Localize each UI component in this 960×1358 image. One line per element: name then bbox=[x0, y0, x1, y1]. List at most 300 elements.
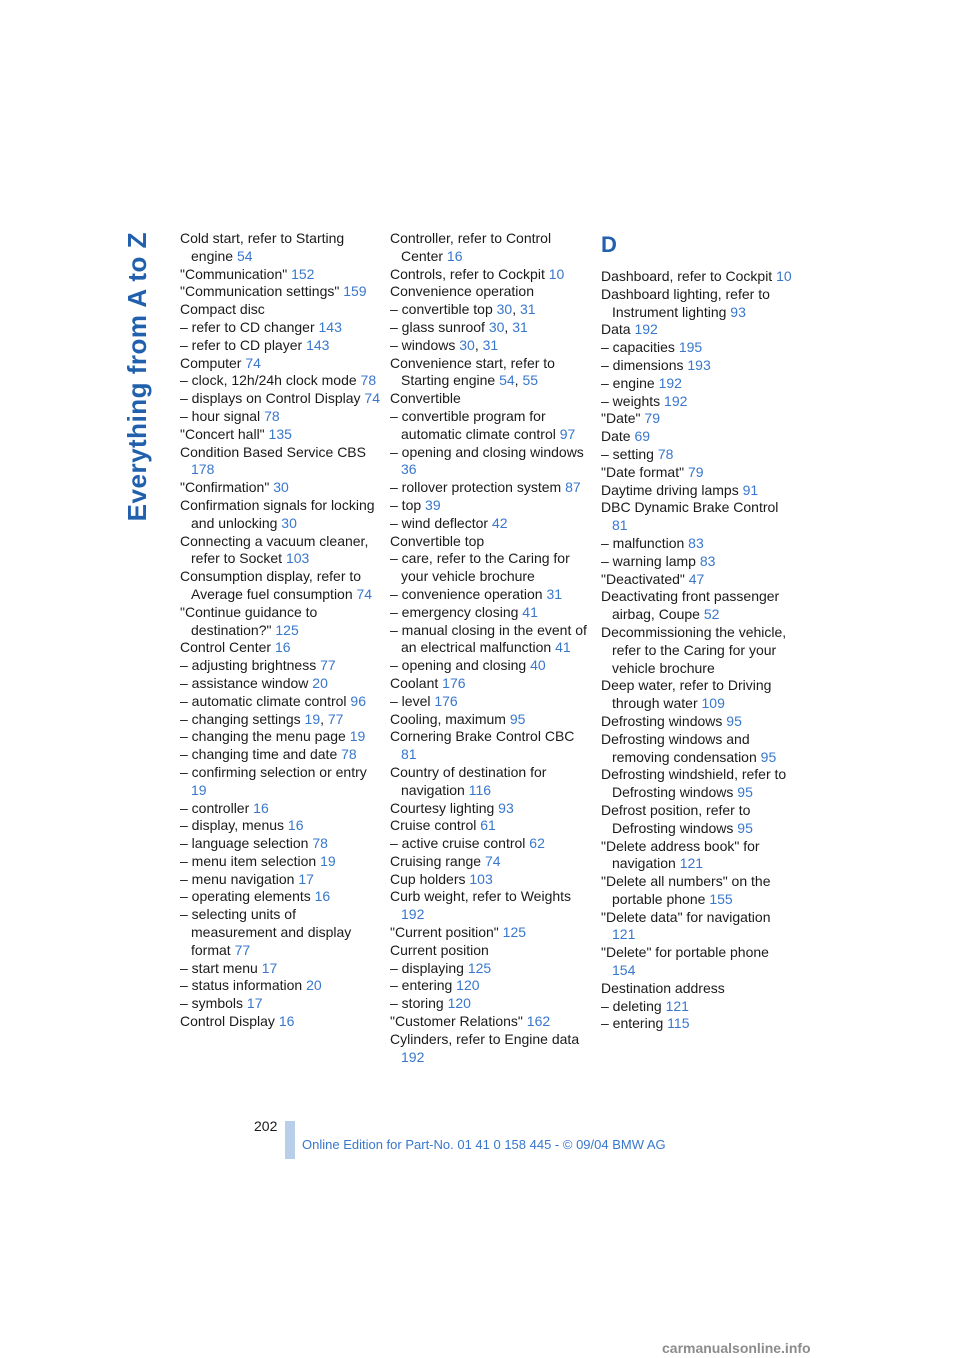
index-entry bbox=[601, 482, 793, 500]
index-entry bbox=[601, 713, 793, 731]
page-reference-link[interactable]: 83 bbox=[699, 552, 716, 569]
index-entry-text: "Deactivated" bbox=[601, 570, 689, 587]
index-entry-text: – malfunction bbox=[601, 534, 689, 551]
page-reference-link[interactable]: 17 bbox=[298, 870, 314, 887]
index-entry-text: – weights bbox=[601, 392, 665, 409]
index-entry bbox=[390, 800, 590, 818]
index-entry bbox=[390, 835, 590, 853]
index-entry-text: – changing settings bbox=[180, 710, 305, 727]
index-entry bbox=[180, 693, 380, 711]
page-reference-link[interactable]: 192 bbox=[634, 321, 658, 338]
index-entry bbox=[390, 533, 590, 551]
index-entry-text: Curb weight, refer to Weights bbox=[390, 888, 572, 905]
index-entry-text: Dashboard lighting, refer to Instrument lighting bbox=[601, 285, 770, 320]
index-entry bbox=[180, 871, 380, 889]
page-reference-link[interactable]: 83 bbox=[688, 534, 704, 551]
page-reference-link[interactable]: 74 bbox=[484, 852, 501, 869]
index-entry bbox=[180, 426, 380, 444]
index-entry-text: – level bbox=[390, 692, 435, 709]
index-entry-text: "Delete all numbers" on the portable phone bbox=[601, 873, 771, 907]
index-entry bbox=[390, 657, 590, 675]
index-entry bbox=[390, 888, 590, 924]
index-entry bbox=[601, 393, 793, 411]
index-entry bbox=[180, 675, 380, 693]
index-entry bbox=[180, 977, 380, 995]
page-reference-link[interactable]: 41 bbox=[555, 639, 571, 656]
index-entry bbox=[601, 909, 793, 945]
index-entry-text: – adjusting brightness bbox=[180, 657, 321, 674]
index-entry bbox=[390, 408, 590, 444]
page-reference-link[interactable]: 31 bbox=[519, 301, 536, 318]
index-entry-text: Cruise control bbox=[390, 817, 481, 834]
index-entry bbox=[390, 604, 590, 622]
index-entry-text: – wind deflector bbox=[390, 514, 492, 531]
index-entry bbox=[390, 995, 590, 1013]
page-reference-link[interactable]: 17 bbox=[246, 995, 263, 1012]
index-entry bbox=[180, 533, 380, 569]
page-reference-link[interactable]: 121 bbox=[612, 926, 636, 943]
page-reference-link[interactable]: 176 bbox=[434, 692, 458, 709]
page-reference-link[interactable]: 125 bbox=[275, 621, 299, 638]
page-reference-link[interactable]: 79 bbox=[687, 463, 704, 480]
page-reference-link[interactable]: 192 bbox=[401, 906, 425, 923]
index-entry bbox=[390, 479, 590, 497]
index-entry bbox=[390, 764, 590, 800]
index-entry-text: Convenience start, refer to Starting engine bbox=[390, 354, 555, 389]
index-entry-text: – hour signal bbox=[180, 407, 265, 424]
page-reference-link[interactable]: 96 bbox=[350, 692, 366, 709]
index-entry-text: Defrosting windshield, refer to Defrosting windows bbox=[601, 766, 787, 801]
index-entry-text: "Customer Relations" bbox=[390, 1013, 527, 1030]
page-reference-link[interactable]: 97 bbox=[559, 425, 576, 442]
index-entry bbox=[601, 286, 793, 322]
index-entry-text: Defrosting windows bbox=[601, 712, 727, 729]
page-reference-link[interactable]: 52 bbox=[703, 606, 720, 623]
index-entry-text: "Communication" bbox=[180, 265, 292, 282]
index-entry-text: – opening and closing bbox=[390, 657, 531, 674]
page-reference-link[interactable]: 93 bbox=[498, 799, 514, 816]
index-entry bbox=[601, 873, 793, 909]
page-reference-link[interactable]: 16 bbox=[253, 799, 269, 816]
index-entry-text: – menu navigation bbox=[180, 870, 299, 887]
page-reference-link[interactable]: 30 bbox=[496, 301, 513, 318]
page-reference-link[interactable]: 154 bbox=[612, 962, 636, 979]
page-reference-link[interactable]: 55 bbox=[522, 372, 539, 389]
index-entry-text: Convertible bbox=[390, 390, 461, 407]
index-entry bbox=[601, 571, 793, 589]
index-entry bbox=[601, 944, 793, 980]
page-reference-link[interactable]: 87 bbox=[565, 479, 581, 496]
page-reference-link[interactable]: 16 bbox=[274, 639, 291, 656]
index-entry bbox=[390, 977, 590, 995]
index-entry-text: Courtesy lighting bbox=[390, 799, 499, 816]
index-entry: – windows 30, 31 bbox=[390, 336, 499, 353]
page-reference-link[interactable]: 91 bbox=[742, 481, 759, 498]
index-entry-text: "Delete address book" for navigation bbox=[601, 837, 760, 872]
index-entry-text: Deactivating front passenger airbag, Coupe bbox=[601, 588, 780, 623]
index-entry-text: Convenience operation bbox=[390, 283, 534, 300]
index-entry-text: – care, refer to the Caring for your vehicle brochure bbox=[390, 550, 570, 585]
index-entry-text: Condition Based Service CBS bbox=[180, 443, 366, 460]
page-reference-link[interactable]: 77 bbox=[234, 941, 251, 958]
index-letter-heading: D bbox=[601, 232, 617, 257]
page-reference-link[interactable]: 30 bbox=[281, 514, 297, 531]
index-entry-text: – displays on Control Display bbox=[180, 390, 365, 407]
index-entry-text: Cooling, maximum bbox=[390, 710, 510, 727]
index-entry-text: – opening and closing windows bbox=[390, 443, 584, 460]
index-entry: – changing settings 19, 77 bbox=[180, 710, 344, 727]
watermark: carmanualsonline.info bbox=[662, 1340, 811, 1356]
page-reference-link[interactable]: 176 bbox=[442, 674, 466, 691]
index-entry: – glass sunroof 30, 31 bbox=[390, 318, 528, 335]
index-entry-text: "Confirmation" bbox=[180, 479, 274, 496]
index-entry-text: – refer to CD changer bbox=[180, 318, 319, 335]
page-reference-link[interactable]: 19 bbox=[320, 852, 336, 869]
index-entry-text: – confirming selection or entry bbox=[180, 763, 367, 780]
index-entry-text: Control Display bbox=[180, 1013, 279, 1030]
index-entry-text: – windows bbox=[390, 336, 460, 353]
page-reference-link[interactable]: 93 bbox=[730, 303, 746, 320]
index-entry-text: – refer to CD player bbox=[180, 336, 307, 353]
page-reference-link[interactable]: 121 bbox=[665, 997, 689, 1014]
page-reference-link[interactable]: 40 bbox=[530, 657, 546, 674]
index-entry-text: – start menu bbox=[180, 959, 262, 976]
index-entry bbox=[390, 515, 590, 533]
index-entry-text: "Date format" bbox=[601, 463, 688, 480]
index-entry bbox=[390, 693, 590, 711]
page-reference-link[interactable]: 125 bbox=[467, 959, 492, 976]
index-entry bbox=[180, 266, 380, 284]
index-entry-text: – clock, 12h/24h clock mode bbox=[180, 372, 361, 389]
page-reference-link[interactable]: 79 bbox=[644, 410, 660, 427]
index-entry-text: Country of destination for navigation bbox=[390, 763, 547, 798]
index-entry bbox=[180, 408, 380, 426]
page-reference-link[interactable]: 143 bbox=[306, 336, 330, 353]
index-entry bbox=[390, 942, 590, 960]
page-reference-link[interactable]: 47 bbox=[688, 570, 705, 587]
index-entry-text: Coolant bbox=[390, 674, 443, 691]
index-entry-text: – manual closing in the event of an electrical malfunction bbox=[390, 621, 587, 656]
index-entry bbox=[180, 283, 380, 301]
index-entry bbox=[180, 746, 380, 764]
index-entry bbox=[601, 357, 793, 375]
index-entry: Convenience start, refer to Starting engine 54, 55 bbox=[390, 354, 555, 389]
footer-edition-text: Online Edition for Part-No. 01 41 0 158 445 - © 09/04 BMW AG bbox=[302, 1137, 666, 1152]
page-reference-link[interactable]: 152 bbox=[291, 265, 315, 282]
page-reference-link[interactable]: 95 bbox=[737, 784, 753, 801]
page-reference-link[interactable]: 125 bbox=[502, 924, 527, 941]
index-entry-text: – changing the menu page bbox=[180, 728, 350, 745]
page-reference-link[interactable]: 81 bbox=[612, 517, 628, 534]
index-entry-text: – assistance window bbox=[180, 674, 313, 691]
index-entry bbox=[180, 390, 380, 408]
page-reference-link[interactable]: 19 bbox=[191, 781, 207, 798]
page-reference-link[interactable]: 109 bbox=[701, 695, 725, 712]
index-entry-text: "Communication settings" bbox=[180, 283, 344, 300]
index-entry-text: Cylinders, refer to Engine data bbox=[390, 1030, 580, 1047]
index-entry bbox=[390, 728, 590, 764]
index-entry bbox=[180, 800, 380, 818]
index-entry-text: Decommissioning the vehicle, refer to the Caring for your vehicle brochure bbox=[601, 623, 787, 676]
page-reference-link[interactable]: 39 bbox=[425, 496, 441, 513]
index-entry bbox=[390, 230, 590, 266]
index-entry-text: – convertible program for automatic climate control bbox=[390, 407, 560, 442]
page-reference-link[interactable]: 54 bbox=[499, 372, 515, 389]
index-entry-text: – dimensions bbox=[601, 356, 688, 373]
page-reference-link[interactable]: 74 bbox=[245, 354, 261, 371]
index-entry bbox=[180, 230, 380, 266]
page-reference-link[interactable]: 192 bbox=[658, 374, 682, 391]
index-entry-text: – deleting bbox=[601, 997, 666, 1014]
index-entry-text: – setting bbox=[601, 445, 658, 462]
index-entry bbox=[601, 624, 793, 677]
index-entry bbox=[180, 817, 380, 835]
index-entry-text: "Concert hall" bbox=[180, 425, 269, 442]
index-entry bbox=[601, 766, 793, 802]
index-entry-text: Connecting a vacuum cleaner, refer to Socket bbox=[180, 532, 369, 567]
index-entry bbox=[390, 586, 590, 604]
index-entry bbox=[390, 283, 590, 301]
index-entry bbox=[390, 960, 590, 978]
index-entry bbox=[390, 871, 590, 889]
page-reference-link[interactable]: 77 bbox=[320, 657, 336, 674]
index-entry-text: Daytime driving lamps bbox=[601, 481, 743, 498]
index-entry-text: Cold start, refer to Starting engine bbox=[180, 230, 345, 264]
page-reference-link[interactable]: 95 bbox=[760, 748, 777, 765]
index-entry bbox=[180, 960, 380, 978]
index-entry bbox=[180, 639, 380, 657]
index-entry-text: Controls, refer to Cockpit bbox=[390, 265, 549, 282]
page-reference-link[interactable]: 16 bbox=[446, 247, 463, 264]
page-reference-link[interactable]: 16 bbox=[287, 817, 304, 834]
page-reference-link[interactable]: 193 bbox=[687, 356, 711, 373]
page-reference-link[interactable]: 31 bbox=[482, 336, 499, 353]
index-entry bbox=[180, 301, 380, 319]
index-entry bbox=[390, 497, 590, 515]
index-entry bbox=[601, 268, 793, 286]
index-entry-text: – language selection bbox=[180, 835, 313, 852]
index-entry bbox=[180, 604, 380, 640]
index-entry-text: Current position bbox=[390, 941, 489, 958]
page-reference-link[interactable]: 16 bbox=[278, 1013, 295, 1030]
page-reference-link[interactable]: 36 bbox=[401, 461, 417, 478]
section-side-title: Everything from A to Z bbox=[122, 232, 152, 522]
page-reference-link[interactable]: 162 bbox=[526, 1013, 551, 1030]
index-entry bbox=[390, 924, 590, 942]
page-reference-link[interactable]: 16 bbox=[314, 888, 331, 905]
index-entry-text: Data bbox=[601, 321, 635, 338]
index-entry bbox=[601, 588, 793, 624]
index-entry bbox=[390, 817, 590, 835]
index-entry bbox=[180, 319, 380, 337]
index-entry-text: Computer bbox=[180, 354, 246, 371]
index-entry-text: Deep water, refer to Driving through water bbox=[601, 677, 772, 712]
page-reference-link[interactable]: 159 bbox=[343, 283, 367, 300]
index-entry-text: – engine bbox=[601, 374, 659, 391]
index-entry bbox=[180, 497, 380, 533]
index-entry bbox=[601, 535, 793, 553]
index-entry-text: Controller, refer to Control Center bbox=[390, 230, 552, 264]
index-entry-text: – displaying bbox=[390, 959, 468, 976]
footer-accent-bar bbox=[285, 1121, 295, 1159]
page-reference-link[interactable]: 115 bbox=[667, 1015, 690, 1032]
index-entry-text: – controller bbox=[180, 799, 254, 816]
index-entry-text: – capacities bbox=[601, 339, 679, 356]
index-entry-text: – entering bbox=[601, 1015, 668, 1032]
index-entry bbox=[601, 428, 793, 446]
page-reference-link[interactable]: 41 bbox=[522, 603, 538, 620]
index-entry-text: – convertible top bbox=[390, 301, 497, 318]
index-entry-text: "Delete" for portable phone bbox=[601, 944, 769, 961]
page-reference-link[interactable]: 78 bbox=[360, 372, 377, 389]
index-entry-text: – storing bbox=[390, 995, 448, 1012]
index-entry-text: Defrosting windows and removing condensation bbox=[601, 730, 761, 765]
index-entry bbox=[390, 390, 590, 408]
page-reference-link[interactable]: 116 bbox=[468, 781, 492, 798]
page-reference-link[interactable]: 103 bbox=[469, 870, 493, 887]
index-entry bbox=[180, 906, 380, 959]
index-entry-text: Destination address bbox=[601, 979, 725, 996]
page-reference-link[interactable]: 61 bbox=[480, 817, 496, 834]
index-entry bbox=[601, 375, 793, 393]
index-entry bbox=[180, 568, 380, 604]
page-reference-link[interactable]: 192 bbox=[664, 392, 688, 409]
page-reference-link[interactable]: 30 bbox=[273, 479, 289, 496]
page-reference-link[interactable]: 69 bbox=[634, 428, 651, 445]
index-entry bbox=[390, 675, 590, 693]
page-reference-link[interactable]: 20 bbox=[312, 674, 328, 691]
index-entry bbox=[601, 339, 793, 357]
page-reference-link[interactable]: 19 bbox=[304, 710, 321, 727]
page-reference-link[interactable]: 143 bbox=[318, 318, 342, 335]
index-entry bbox=[390, 444, 590, 480]
index-entry bbox=[390, 853, 590, 871]
index-entry-text: – selecting units of measurement and display format bbox=[180, 906, 352, 958]
page-reference-link[interactable]: 30 bbox=[459, 336, 475, 353]
index-entry bbox=[180, 728, 380, 746]
index-entry bbox=[180, 1013, 380, 1031]
index-entry-text: Date bbox=[601, 428, 635, 445]
index-entry bbox=[390, 266, 590, 284]
page-reference-link[interactable]: 95 bbox=[509, 710, 526, 727]
index-entry-text: Cup holders bbox=[390, 870, 470, 887]
index-entry-text: Compact disc bbox=[180, 301, 265, 318]
index-entry-text: "Current position" bbox=[390, 924, 503, 941]
index-entry bbox=[601, 446, 793, 464]
index-entry-text: – operating elements bbox=[180, 888, 315, 905]
index-entry bbox=[180, 888, 380, 906]
index-entry-text: Cornering Brake Control CBC bbox=[390, 728, 575, 745]
index-entry-text: Dashboard, refer to Cockpit bbox=[601, 268, 777, 284]
page-reference-link[interactable]: 192 bbox=[401, 1048, 425, 1065]
page-reference-link[interactable]: 62 bbox=[529, 835, 545, 852]
index-entry bbox=[601, 410, 793, 428]
index-entry bbox=[601, 553, 793, 571]
index-entry bbox=[390, 711, 590, 729]
page-reference-link[interactable]: 31 bbox=[546, 585, 563, 602]
index-entry-text: Cruising range bbox=[390, 852, 485, 869]
index-column-2 bbox=[390, 230, 590, 1066]
index-entry-text: – entering bbox=[390, 977, 457, 994]
index-entry-text: "Continue guidance to destination?" bbox=[180, 603, 318, 638]
index-entry bbox=[180, 479, 380, 497]
page-reference-link[interactable]: 95 bbox=[726, 712, 742, 729]
page-reference-link[interactable]: 20 bbox=[306, 977, 322, 994]
index-entry-text: – changing time and date bbox=[180, 746, 342, 763]
page-reference-link[interactable]: 42 bbox=[491, 514, 508, 531]
index-entry-text: DBC Dynamic Brake Control bbox=[601, 499, 779, 516]
page-reference-link[interactable]: 178 bbox=[191, 461, 215, 478]
index-entry-text: – menu item selection bbox=[180, 852, 321, 869]
index-entry bbox=[180, 372, 380, 390]
index-entry bbox=[601, 499, 793, 535]
index-entry bbox=[390, 550, 590, 586]
page-reference-link[interactable]: 121 bbox=[679, 855, 704, 872]
page-reference-link[interactable]: 78 bbox=[341, 746, 357, 763]
index-entry bbox=[180, 995, 380, 1013]
page-reference-link[interactable]: 120 bbox=[447, 995, 471, 1012]
page-reference-link[interactable]: 120 bbox=[456, 977, 480, 994]
index-entry-text: – emergency closing bbox=[390, 603, 523, 620]
index-entry bbox=[180, 835, 380, 853]
page-reference-link[interactable]: 31 bbox=[512, 318, 528, 335]
index-entry bbox=[180, 337, 380, 355]
index-entry: – convertible top 30, 31 bbox=[390, 301, 536, 318]
index-column-3 bbox=[601, 230, 793, 1033]
page-reference-link[interactable]: 19 bbox=[349, 728, 366, 745]
page-reference-link[interactable]: 78 bbox=[312, 835, 328, 852]
index-column-1 bbox=[180, 230, 380, 1031]
page-reference-link[interactable]: 95 bbox=[737, 819, 753, 836]
index-entry bbox=[601, 464, 793, 482]
index-entry-text: – status information bbox=[180, 977, 307, 994]
index-entry-text: – display, menus bbox=[180, 817, 288, 834]
page-reference-link[interactable]: 10 bbox=[548, 265, 565, 282]
page-reference-link[interactable]: 103 bbox=[285, 550, 310, 567]
page-reference-link[interactable]: 78 bbox=[657, 445, 674, 462]
index-entry-text: – active cruise control bbox=[390, 835, 530, 852]
index-entry bbox=[180, 444, 380, 480]
page-reference-link[interactable]: 10 bbox=[776, 268, 792, 284]
page-reference-link[interactable]: 77 bbox=[327, 710, 344, 727]
page-reference-link[interactable]: 195 bbox=[678, 339, 703, 356]
page-reference-link[interactable]: 135 bbox=[268, 425, 292, 442]
page-reference-link[interactable]: 74 bbox=[356, 585, 373, 602]
page-reference-link[interactable]: 81 bbox=[401, 746, 417, 763]
index-entry bbox=[180, 657, 380, 675]
index-entry-text: Confirmation signals for locking and unlocking bbox=[180, 496, 375, 531]
page-reference-link[interactable]: 74 bbox=[364, 390, 380, 407]
page-reference-link[interactable]: 17 bbox=[261, 959, 278, 976]
index-entry bbox=[601, 802, 793, 838]
page-reference-link[interactable]: 155 bbox=[709, 890, 733, 907]
index-entry bbox=[180, 355, 380, 373]
index-entry bbox=[601, 731, 793, 767]
index-entry-text: – rollover protection system bbox=[390, 479, 566, 496]
page-reference-link[interactable]: 54 bbox=[236, 247, 253, 264]
page-reference-link[interactable]: 30 bbox=[488, 318, 505, 335]
index-entry-text: Convertible top bbox=[390, 532, 485, 549]
index-entry bbox=[390, 1031, 590, 1067]
index-entry bbox=[601, 1015, 793, 1033]
index-entry bbox=[390, 622, 590, 658]
page-number: 202 bbox=[254, 1118, 278, 1134]
index-entry-text: – top bbox=[390, 496, 426, 513]
index-entry-text: – symbols bbox=[180, 995, 247, 1012]
page-reference-link[interactable]: 78 bbox=[264, 407, 280, 424]
index-entry-text: Defrost position, refer to Defrosting windows bbox=[601, 801, 751, 836]
index-entry bbox=[601, 998, 793, 1016]
